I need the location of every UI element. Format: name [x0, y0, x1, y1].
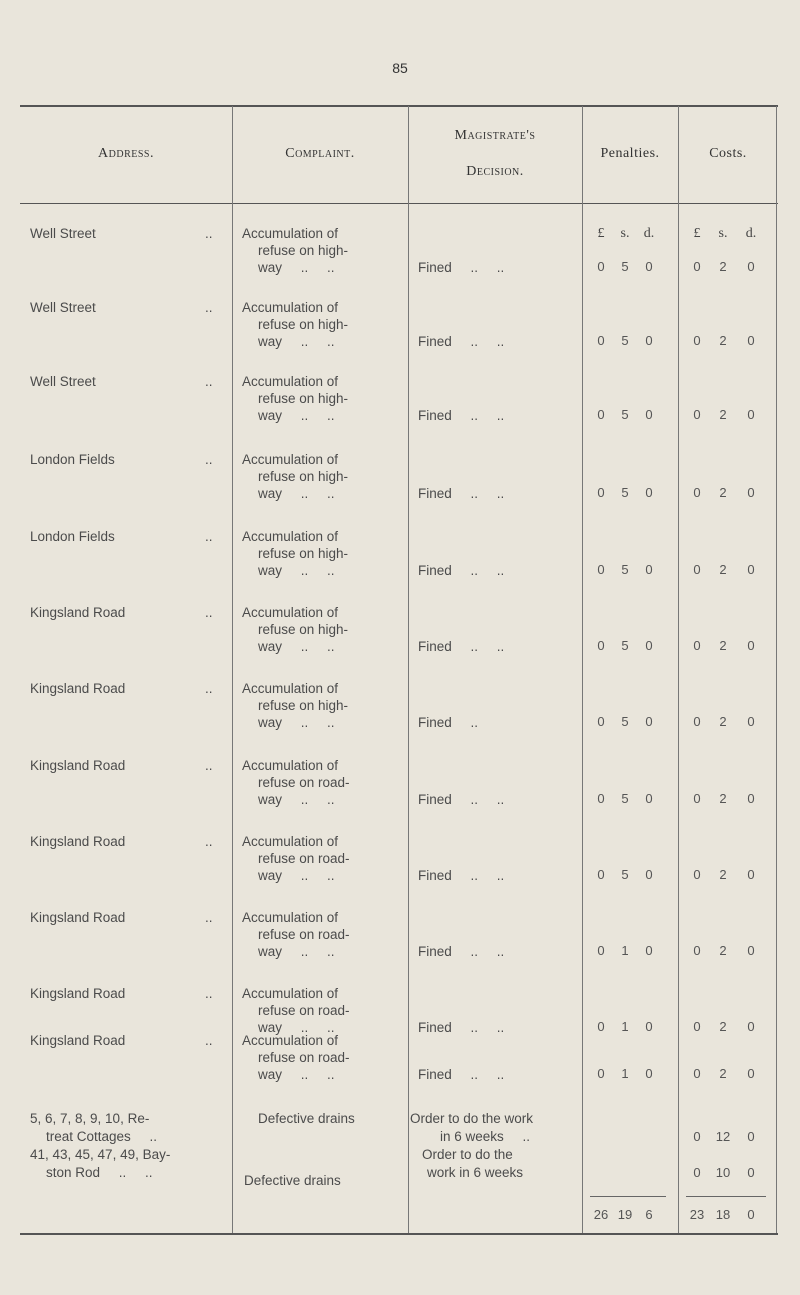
- row-penalty-value: 0: [597, 867, 605, 882]
- row-penalty-value: 0: [645, 485, 653, 500]
- penalty-pounds-unit: £: [597, 226, 605, 241]
- row-complaint-line: Accumulation of: [242, 758, 339, 773]
- row-costs-value: 0: [693, 714, 701, 729]
- row-decision: Fined .. ..: [418, 408, 505, 423]
- row-complaint-line: Accumulation of: [242, 226, 339, 241]
- total-penalty-value: 19: [617, 1207, 633, 1222]
- column-rule: [582, 106, 583, 1234]
- row-address: Kingsland Road: [30, 758, 126, 773]
- row-address: London Fields: [30, 452, 115, 467]
- row-penalty-value: 0: [597, 259, 605, 274]
- row-costs-value: 2: [719, 333, 727, 348]
- header-decision-line2: Decision.: [466, 164, 524, 179]
- row-penalty-value: 0: [645, 1019, 653, 1034]
- row-address-dots: ..: [205, 1033, 213, 1048]
- row-costs-value: 2: [719, 1066, 727, 1081]
- row-costs-value: 0: [747, 867, 755, 882]
- row-complaint-line: refuse on high-: [258, 469, 349, 484]
- row-decision: Fined .. ..: [418, 260, 505, 275]
- row-complaint-line: way .. ..: [258, 260, 335, 275]
- row-complaint-line: Accumulation of: [242, 605, 339, 620]
- row-decision: Fined .. ..: [418, 639, 505, 654]
- header-costs: Costs.: [709, 146, 747, 161]
- row-decision: Fined .. ..: [418, 944, 505, 959]
- totals-rule: [590, 1196, 666, 1197]
- row-address-dots: ..: [205, 226, 213, 241]
- row-address-dots: ..: [205, 529, 213, 544]
- row-penalty-value: 1: [621, 1066, 629, 1081]
- row-decision: Fined .. ..: [418, 1020, 505, 1035]
- row-penalty-value: 5: [621, 714, 629, 729]
- row-address: treat Cottages ..: [46, 1129, 158, 1144]
- row-costs-value: 0: [693, 259, 701, 274]
- row-penalty-value: 0: [645, 1066, 653, 1081]
- row-decision: Fined ..: [418, 715, 479, 730]
- row-costs-value: 0: [747, 1066, 755, 1081]
- row-complaint-line: Accumulation of: [242, 529, 339, 544]
- row-penalty-value: 1: [621, 1019, 629, 1034]
- row-decision: Order to do the: [422, 1147, 513, 1162]
- row-penalty-value: 5: [621, 867, 629, 882]
- row-complaint-line: Accumulation of: [242, 986, 339, 1001]
- row-costs-value: 0: [693, 867, 701, 882]
- row-complaint-line: refuse on high-: [258, 243, 349, 258]
- row-costs-value: 0: [747, 791, 755, 806]
- row-address: Well Street: [30, 300, 96, 315]
- row-address-dots: ..: [205, 452, 213, 467]
- row-penalty-value: 0: [597, 1019, 605, 1034]
- row-costs-value: 0: [747, 943, 755, 958]
- bottom-rule: [20, 1233, 778, 1235]
- row-costs-value: 0: [693, 1129, 701, 1144]
- row-address: Kingsland Road: [30, 910, 126, 925]
- header-bottom-rule: [20, 203, 778, 204]
- column-rule: [408, 106, 409, 1234]
- row-penalty-value: 0: [597, 791, 605, 806]
- row-complaint-line: way .. ..: [258, 868, 335, 883]
- row-penalty-value: 0: [645, 407, 653, 422]
- costs-pence-unit: d.: [745, 226, 757, 241]
- column-rule: [232, 106, 233, 1234]
- row-complaint-line: way .. ..: [258, 334, 335, 349]
- row-address-dots: ..: [205, 910, 213, 925]
- row-penalty-value: 0: [597, 1066, 605, 1081]
- row-costs-value: 0: [693, 943, 701, 958]
- row-costs-value: 0: [747, 1129, 755, 1144]
- row-costs-value: 0: [693, 485, 701, 500]
- row-costs-value: 0: [747, 485, 755, 500]
- row-decision: Fined .. ..: [418, 1067, 505, 1082]
- row-penalty-value: 0: [597, 943, 605, 958]
- header-address: Address.: [98, 146, 154, 161]
- row-decision: Fined .. ..: [418, 334, 505, 349]
- row-complaint-line: way .. ..: [258, 486, 335, 501]
- total-costs-value: 23: [689, 1207, 705, 1222]
- row-address: Kingsland Road: [30, 986, 126, 1001]
- row-complaint-line: refuse on high-: [258, 546, 349, 561]
- page-number: 85: [392, 60, 408, 76]
- row-penalty-value: 0: [597, 333, 605, 348]
- row-costs-value: 2: [719, 867, 727, 882]
- row-penalty-value: 0: [597, 638, 605, 653]
- row-complaint-line: Accumulation of: [242, 374, 339, 389]
- row-costs-value: 0: [693, 333, 701, 348]
- row-complaint-line: way .. ..: [258, 639, 335, 654]
- row-complaint: Defective drains: [258, 1111, 355, 1126]
- totals-rule: [686, 1196, 766, 1197]
- row-penalty-value: 5: [621, 791, 629, 806]
- row-decision: Fined .. ..: [418, 792, 505, 807]
- row-complaint: Defective drains: [244, 1173, 341, 1188]
- row-complaint-line: way .. ..: [258, 408, 335, 423]
- row-address: Well Street: [30, 374, 96, 389]
- row-complaint-line: Accumulation of: [242, 452, 339, 467]
- row-penalty-value: 0: [645, 259, 653, 274]
- row-costs-value: 0: [747, 333, 755, 348]
- row-complaint-line: way .. ..: [258, 944, 335, 959]
- row-complaint-line: way .. ..: [258, 792, 335, 807]
- row-costs-value: 0: [747, 1019, 755, 1034]
- row-penalty-value: 5: [621, 485, 629, 500]
- row-complaint-line: refuse on high-: [258, 317, 349, 332]
- row-costs-value: 0: [693, 407, 701, 422]
- row-complaint-line: Accumulation of: [242, 834, 339, 849]
- row-address-dots: ..: [205, 681, 213, 696]
- row-complaint-line: refuse on road-: [258, 1003, 350, 1018]
- row-address-dots: ..: [205, 834, 213, 849]
- row-costs-value: 0: [747, 562, 755, 577]
- row-penalty-value: 5: [621, 259, 629, 274]
- row-complaint-line: refuse on high-: [258, 698, 349, 713]
- row-costs-value: 0: [693, 1165, 701, 1180]
- row-costs-value: 2: [719, 791, 727, 806]
- row-address: Kingsland Road: [30, 1033, 126, 1048]
- row-costs-value: 0: [747, 638, 755, 653]
- row-penalty-value: 0: [645, 867, 653, 882]
- top-rule: [20, 105, 778, 107]
- row-complaint-line: refuse on road-: [258, 775, 350, 790]
- row-penalty-value: 0: [645, 562, 653, 577]
- row-decision: work in 6 weeks: [427, 1165, 524, 1180]
- header-decision-line1: Magistrate's: [454, 128, 536, 143]
- row-penalty-value: 5: [621, 407, 629, 422]
- row-costs-value: 2: [719, 562, 727, 577]
- row-complaint-line: refuse on road-: [258, 851, 350, 866]
- column-rule: [776, 106, 777, 1234]
- row-complaint-line: way .. ..: [258, 563, 335, 578]
- row-address: London Fields: [30, 529, 115, 544]
- row-address-dots: ..: [205, 605, 213, 620]
- row-decision: Fined .. ..: [418, 486, 505, 501]
- header-complaint: Complaint.: [285, 146, 355, 161]
- row-costs-value: 0: [747, 407, 755, 422]
- row-costs-value: 2: [719, 407, 727, 422]
- row-costs-value: 0: [747, 1165, 755, 1180]
- row-penalty-value: 0: [645, 638, 653, 653]
- row-costs-value: 10: [715, 1165, 731, 1180]
- row-complaint-line: refuse on road-: [258, 927, 350, 942]
- row-decision: Fined .. ..: [418, 563, 505, 578]
- row-costs-value: 2: [719, 943, 727, 958]
- row-address: Kingsland Road: [30, 681, 126, 696]
- row-complaint-line: Accumulation of: [242, 300, 339, 315]
- row-address: 5, 6, 7, 8, 9, 10, Re-: [30, 1111, 150, 1126]
- row-penalty-value: 1: [621, 943, 629, 958]
- row-complaint-line: Accumulation of: [242, 681, 339, 696]
- row-complaint-line: way .. ..: [258, 1020, 335, 1035]
- row-penalty-value: 5: [621, 333, 629, 348]
- row-decision: in 6 weeks ..: [440, 1129, 531, 1144]
- row-penalty-value: 0: [645, 714, 653, 729]
- row-costs-value: 0: [693, 638, 701, 653]
- row-complaint-line: Accumulation of: [242, 1033, 339, 1048]
- penalty-shillings-unit: s.: [620, 226, 630, 241]
- row-costs-value: 0: [747, 714, 755, 729]
- costs-shillings-unit: s.: [718, 226, 728, 241]
- row-costs-value: 0: [693, 562, 701, 577]
- row-penalty-value: 0: [645, 791, 653, 806]
- row-penalty-value: 0: [597, 485, 605, 500]
- row-complaint-line: refuse on high-: [258, 622, 349, 637]
- total-penalty-value: 26: [593, 1207, 609, 1222]
- row-costs-value: 2: [719, 1019, 727, 1034]
- row-complaint-line: Accumulation of: [242, 910, 339, 925]
- row-costs-value: 2: [719, 638, 727, 653]
- row-address-dots: ..: [205, 374, 213, 389]
- row-address-dots: ..: [205, 986, 213, 1001]
- costs-pounds-unit: £: [693, 226, 701, 241]
- header-penalties: Penalties.: [600, 146, 660, 161]
- row-penalty-value: 0: [645, 943, 653, 958]
- row-address: Well Street: [30, 226, 96, 241]
- column-rule: [678, 106, 679, 1234]
- row-complaint-line: way .. ..: [258, 1067, 335, 1082]
- row-address: Kingsland Road: [30, 605, 126, 620]
- row-complaint-line: way .. ..: [258, 715, 335, 730]
- row-complaint-line: refuse on high-: [258, 391, 349, 406]
- row-costs-value: 2: [719, 259, 727, 274]
- row-costs-value: 12: [715, 1129, 731, 1144]
- row-costs-value: 2: [719, 714, 727, 729]
- row-address: ston Rod .. ..: [46, 1165, 153, 1180]
- row-costs-value: 0: [693, 1019, 701, 1034]
- row-address: Kingsland Road: [30, 834, 126, 849]
- row-penalty-value: 0: [645, 333, 653, 348]
- row-penalty-value: 0: [597, 562, 605, 577]
- total-penalty-value: 6: [645, 1207, 653, 1222]
- penalty-pence-unit: d.: [643, 226, 655, 241]
- row-decision: Order to do the work: [410, 1111, 534, 1126]
- row-address-dots: ..: [205, 758, 213, 773]
- total-costs-value: 18: [715, 1207, 731, 1222]
- row-costs-value: 0: [693, 791, 701, 806]
- row-costs-value: 2: [719, 485, 727, 500]
- row-costs-value: 0: [693, 1066, 701, 1081]
- row-penalty-value: 5: [621, 562, 629, 577]
- row-complaint-line: refuse on road-: [258, 1050, 350, 1065]
- row-address-dots: ..: [205, 300, 213, 315]
- total-costs-value: 0: [747, 1207, 755, 1222]
- row-penalty-value: 0: [597, 714, 605, 729]
- row-penalty-value: 5: [621, 638, 629, 653]
- row-address: 41, 43, 45, 47, 49, Bay-: [30, 1147, 171, 1162]
- row-penalty-value: 0: [597, 407, 605, 422]
- row-costs-value: 0: [747, 259, 755, 274]
- row-decision: Fined .. ..: [418, 868, 505, 883]
